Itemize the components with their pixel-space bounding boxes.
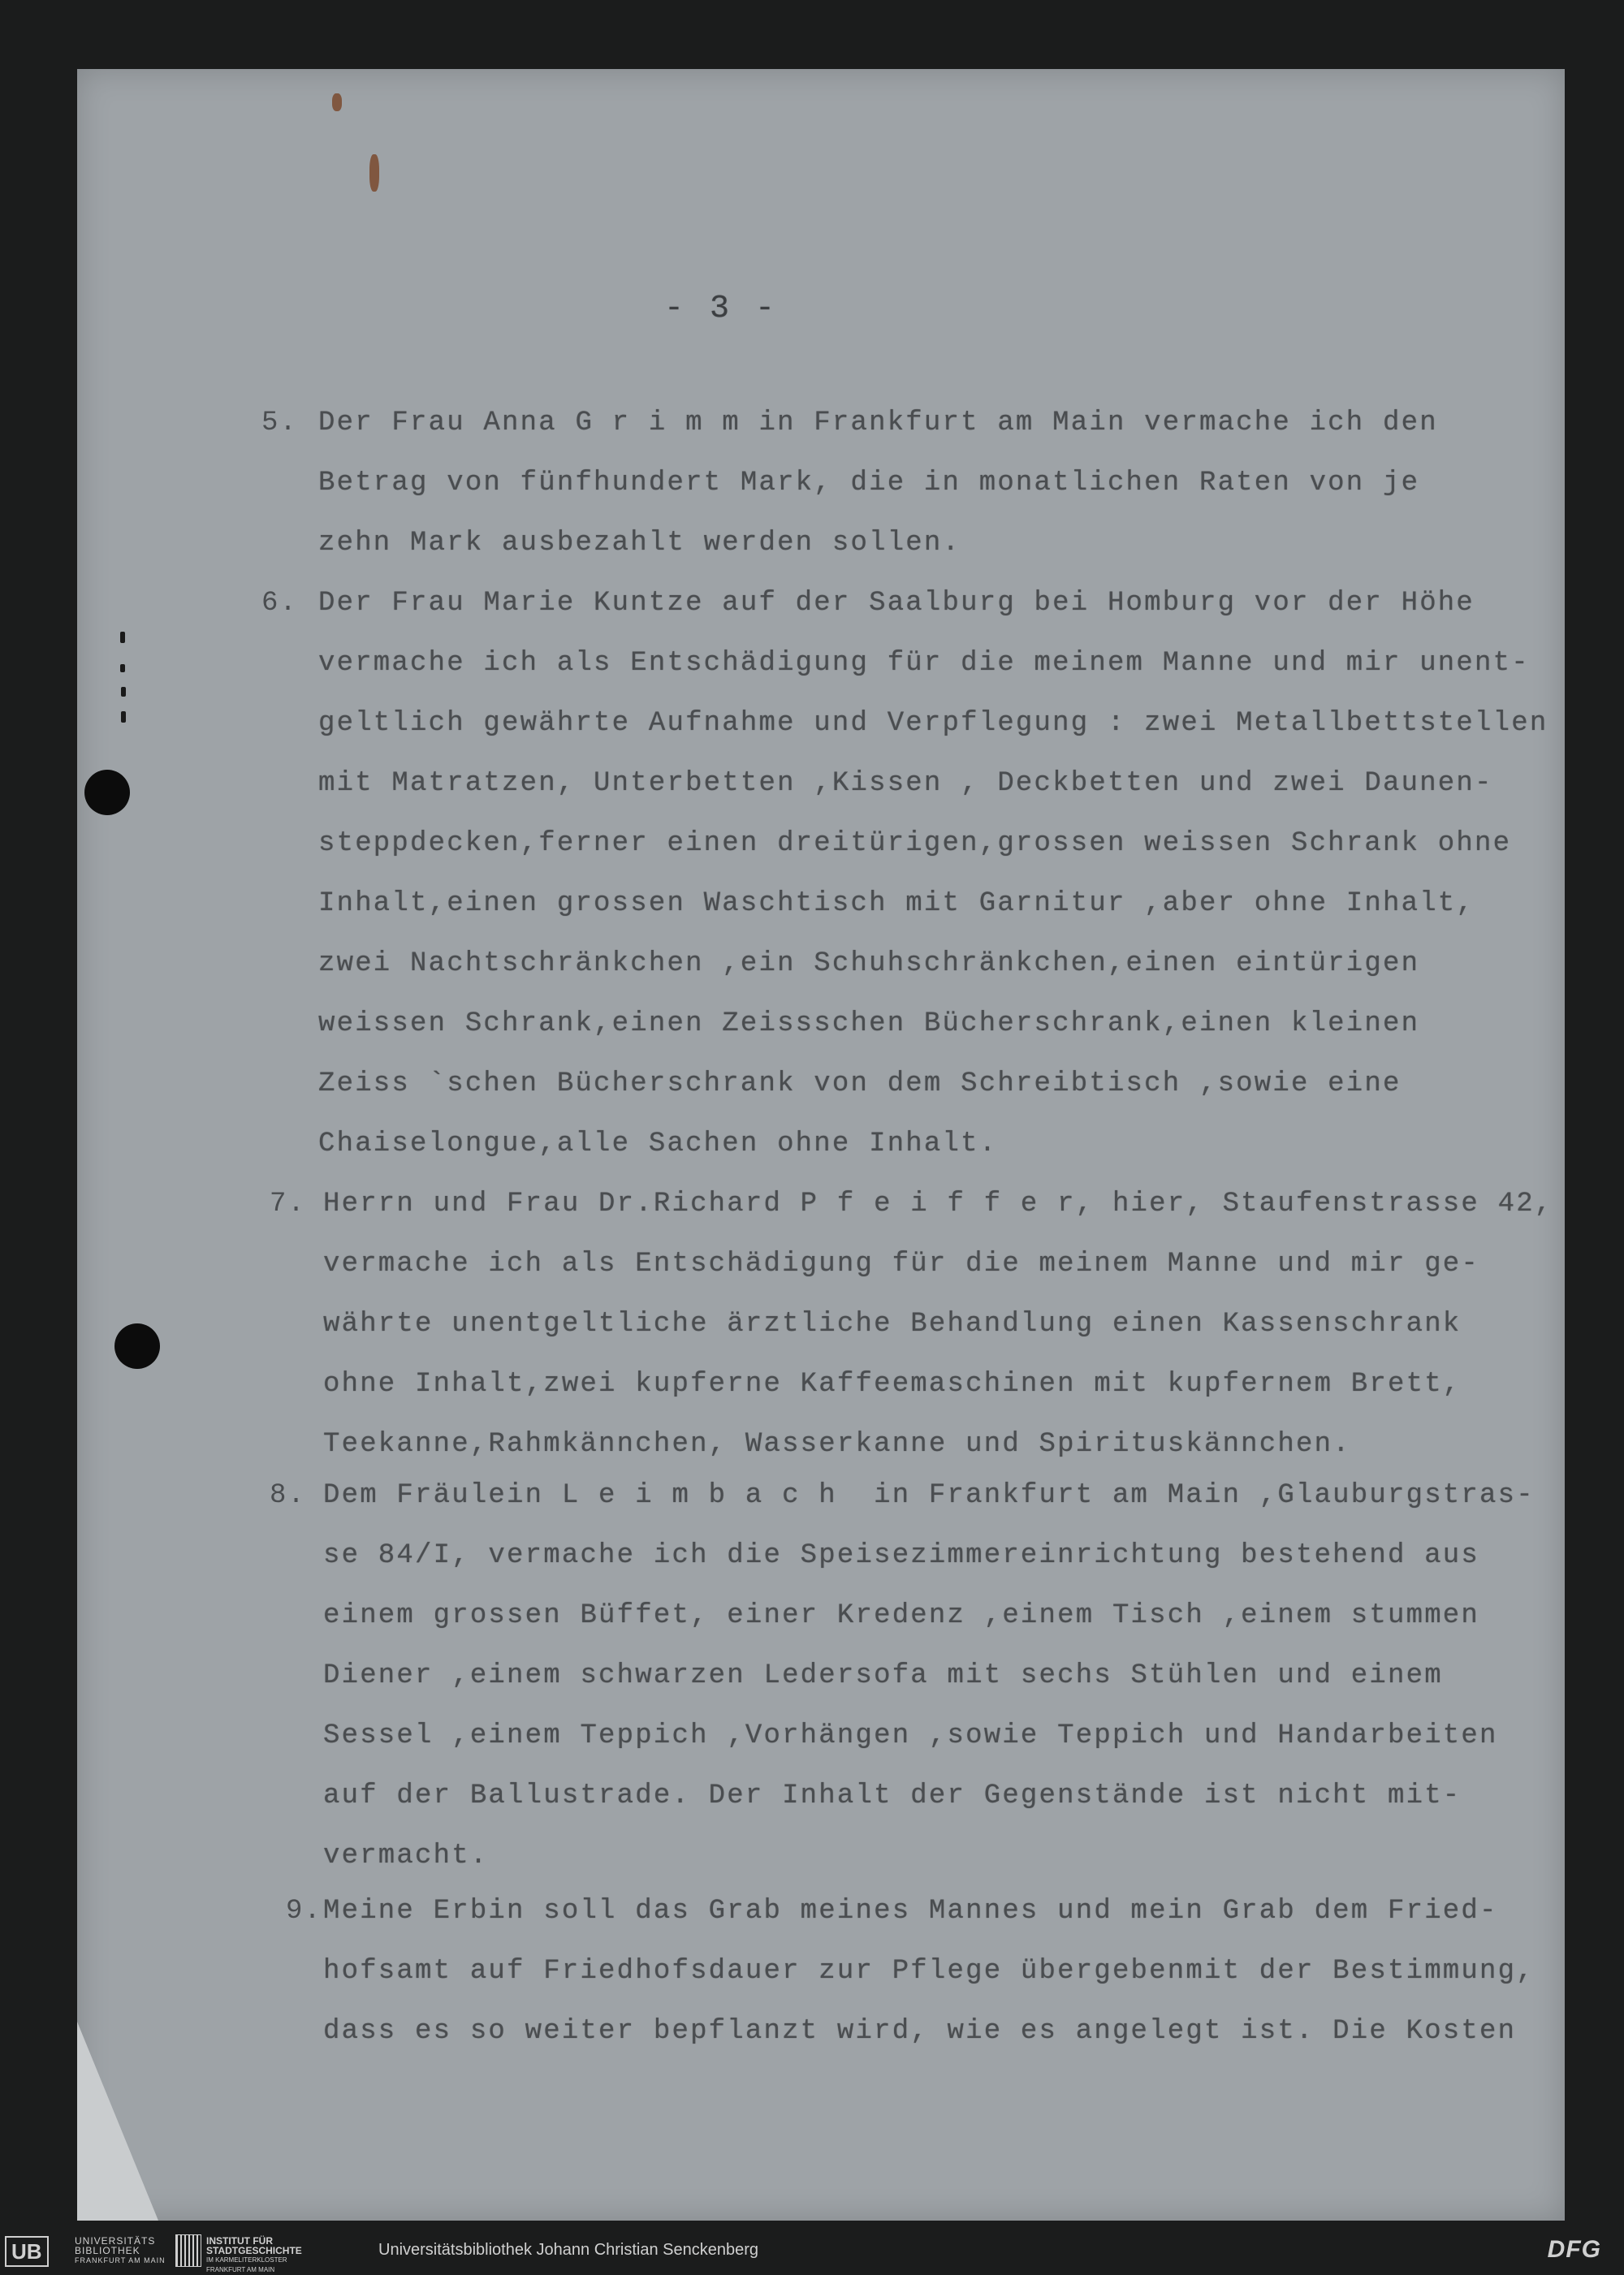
text-line: Chaiselongue,alle Sachen ohne Inhalt. xyxy=(318,1129,998,1159)
item-number: 5. xyxy=(261,408,298,438)
page-number: - 3 - xyxy=(664,291,779,327)
rust-mark xyxy=(369,154,379,192)
text-line: hofsamt auf Friedhofsdauer zur Pflege übergebenmit der Bestimmung, xyxy=(323,1956,1535,1987)
dfg-logo: DFG xyxy=(1547,2236,1601,2263)
text-line: Diener ,einem schwarzen Ledersofa mit sechs Stühlen und einem xyxy=(323,1660,1443,1691)
institut-logo-icon xyxy=(175,2234,201,2267)
item-number: 6. xyxy=(261,588,298,619)
rust-mark xyxy=(332,93,342,111)
ub-logo: UB xyxy=(5,2236,49,2267)
text-line: vermache ich als Entschädigung für die meinem Manne und mir unent- xyxy=(318,648,1530,679)
punch-hole xyxy=(84,770,130,815)
library-name: Universitätsbibliothek Johann Christian Senckenberg xyxy=(378,2241,759,2259)
text-line: steppdecken,ferner einen dreitürigen,grossen weissen Schrank ohne xyxy=(318,828,1512,859)
footer-bar xyxy=(0,2228,1624,2271)
ub-logo-text: UNIVERSITÄTS BIBLIOTHEK FRANKFURT AM MAIN xyxy=(75,2235,166,2264)
item-number: 7. xyxy=(270,1189,306,1220)
text-line: weissen Schrank,einen Zeissschen Bücherschrank,einen kleinen xyxy=(318,1008,1420,1039)
text-line: Dem Fräulein L e i m b a c h in Frankfurt am Main ,Glauburgstras- xyxy=(323,1480,1535,1511)
text-line: se 84/I, vermache ich die Speisezimmereinrichtung bestehend aus xyxy=(323,1540,1480,1571)
text-line: Sessel ,einem Teppich ,Vorhängen ,sowie Teppich und Handarbeiten xyxy=(323,1720,1498,1751)
margin-mark xyxy=(121,687,126,697)
text-line: Teekanne,Rahmkännchen, Wasserkanne und Spirituskännchen. xyxy=(323,1429,1351,1460)
text-line: Der Frau Anna G r i m m in Frankfurt am Main vermache ich den xyxy=(318,408,1438,438)
text-line: mit Matratzen, Unterbetten ,Kissen , Deckbetten und zwei Daunen- xyxy=(318,768,1493,799)
folded-corner xyxy=(77,2022,158,2221)
text-line: Meine Erbin soll das Grab meines Mannes und mein Grab dem Fried- xyxy=(323,1896,1498,1927)
institut-logo-text: INSTITUT FÜR STADTGESCHICHTE IM KARMELITERKLOSTER FRANKFURT AM MAIN xyxy=(206,2235,302,2273)
text-line: einem grossen Büffet, einer Kredenz ,einem Tisch ,einem stummen xyxy=(323,1600,1480,1631)
text-line: auf der Ballustrade. Der Inhalt der Gegenstände ist nicht mit- xyxy=(323,1781,1462,1811)
margin-mark xyxy=(120,632,125,643)
margin-mark xyxy=(121,711,126,723)
text-line: zwei Nachtschränkchen ,ein Schuhschränkchen,einen eintürigen xyxy=(318,948,1420,979)
item-number: 9. xyxy=(286,1896,322,1927)
margin-mark xyxy=(120,664,125,672)
text-line: Der Frau Marie Kuntze auf der Saalburg bei Homburg vor der Höhe xyxy=(318,588,1475,619)
text-line: Inhalt,einen grossen Waschtisch mit Garnitur ,aber ohne Inhalt, xyxy=(318,888,1475,919)
punch-hole xyxy=(114,1323,160,1369)
text-line: währte unentgeltliche ärztliche Behandlung einen Kassenschrank xyxy=(323,1309,1462,1340)
text-line: zehn Mark ausbezahlt werden sollen. xyxy=(318,528,961,559)
text-line: vermache ich als Entschädigung für die meinem Manne und mir ge- xyxy=(323,1249,1480,1280)
text-line: ohne Inhalt,zwei kupferne Kaffeemaschinen mit kupfernem Brett, xyxy=(323,1369,1462,1400)
text-line: Herrn und Frau Dr.Richard P f e i f f e r, hier, Staufenstrasse 42, xyxy=(323,1189,1553,1220)
text-line: Betrag von fünfhundert Mark, die in monatlichen Raten von je xyxy=(318,468,1420,499)
text-line: vermacht. xyxy=(323,1841,489,1871)
text-line: geltlich gewährte Aufnahme und Verpflegung : zwei Metallbettstellen xyxy=(318,708,1548,739)
text-line: Zeiss `schen Bücherschrank von dem Schreibtisch ,sowie eine xyxy=(318,1068,1402,1099)
item-number: 8. xyxy=(270,1480,306,1511)
text-line: dass es so weiter bepflanzt wird, wie es angelegt ist. Die Kosten xyxy=(323,2016,1517,2047)
